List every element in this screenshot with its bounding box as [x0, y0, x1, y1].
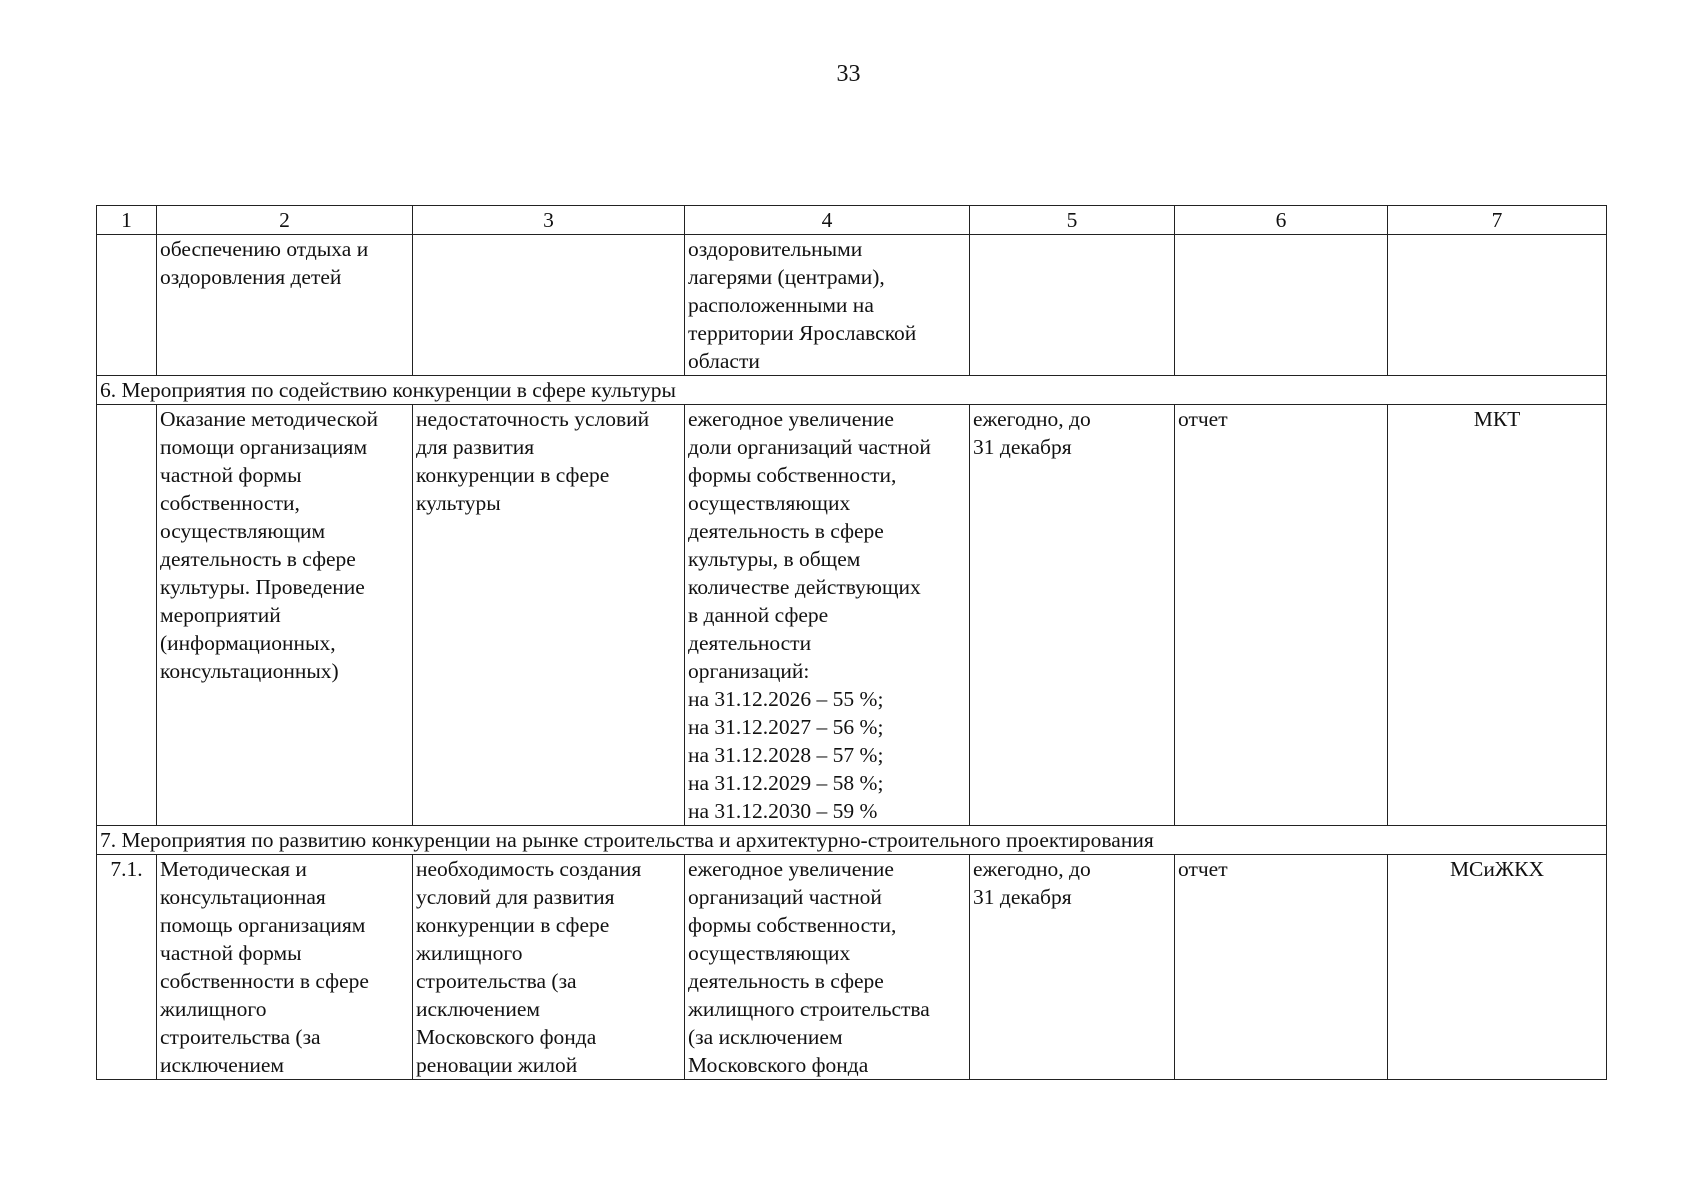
- cell-text-line: формы собственности,: [688, 913, 897, 937]
- cell-result: [1175, 235, 1388, 376]
- cell-text-line: территории Ярославской: [688, 321, 917, 345]
- cell-responsible: [1388, 235, 1607, 376]
- header-col-1: 1: [97, 206, 157, 235]
- cell-text-line: конкуренции в сфере: [416, 913, 610, 937]
- cell-text-line: мероприятий: [160, 603, 281, 627]
- measures-table: [96, 205, 1607, 1080]
- cell-text-line: реновации жилой: [416, 1053, 578, 1077]
- section-title-7: 7. Мероприятия по развитию конкуренции на рынке строительства и архитектурно-строительного проектирования: [97, 826, 1607, 855]
- cell-text-line: ежегодное увеличение: [688, 857, 894, 881]
- table-row-section6: [97, 405, 1607, 826]
- cell-text-line: культуры, в общем: [688, 547, 861, 571]
- cell-responsible: МКТ: [1388, 405, 1607, 826]
- section-heading-7: [97, 826, 1607, 855]
- cell-text-line: на 31.12.2030 – 59 %: [688, 799, 878, 823]
- cell-text-line: доли организаций частной: [688, 435, 931, 459]
- cell-responsible: МСиЖКХ: [1388, 855, 1607, 1080]
- cell-text-line: исключением: [416, 997, 540, 1021]
- cell-text-line: Московского фонда: [688, 1053, 869, 1077]
- cell-problem: [413, 235, 685, 376]
- cell-text-line: на 31.12.2028 – 57 %;: [688, 743, 884, 767]
- header-col-4: 4: [685, 206, 970, 235]
- header-col-5: 5: [970, 206, 1175, 235]
- cell-text-line: для развития: [416, 435, 535, 459]
- cell-text-line: необходимость создания: [416, 857, 642, 881]
- cell-text-line: жилищного строительства: [688, 997, 930, 1021]
- cell-text-line: Методическая и: [160, 857, 307, 881]
- cell-deadline: [970, 405, 1175, 826]
- cell-text-line: деятельность в сфере: [688, 969, 884, 993]
- section-title-6: 6. Мероприятия по содействию конкуренции в сфере культуры: [97, 376, 1607, 405]
- cell-text-line: консультационная: [160, 885, 326, 909]
- cell-text-line: деятельность в сфере: [688, 519, 884, 543]
- cell-text-line: области: [688, 349, 760, 373]
- cell-text-line: осуществляющих: [688, 491, 851, 515]
- cell-text-line: деятельности: [688, 631, 812, 655]
- table-row-section7: [97, 855, 1607, 1080]
- cell-text-line: в данной сфере: [688, 603, 829, 627]
- cell-text-line: 31 декабря: [973, 435, 1072, 459]
- cell-text-line: собственности в сфере: [160, 969, 369, 993]
- cell-text-line: собственности,: [160, 491, 300, 515]
- cell-text-line: отчет: [1178, 407, 1228, 431]
- cell-text-line: жилищного: [416, 941, 523, 965]
- cell-text-line: Московского фонда: [416, 1025, 597, 1049]
- cell-problem: [413, 405, 685, 826]
- cell-text-line: консультационных): [160, 659, 339, 683]
- cell-measure: [157, 855, 413, 1080]
- cell-text-line: помощь организациям: [160, 913, 366, 937]
- cell-text-line: осуществляющим: [160, 519, 326, 543]
- header-col-6: 6: [1175, 206, 1388, 235]
- cell-text-line: на 31.12.2026 – 55 %;: [688, 687, 884, 711]
- cell-text-line: Оказание методической: [160, 407, 379, 431]
- cell-text-line: расположенными на: [688, 293, 874, 317]
- section-heading-6: [97, 376, 1607, 405]
- cell-result: [1175, 855, 1388, 1080]
- cell-text-line: недостаточность условий: [416, 407, 650, 431]
- cell-text-line: организаций частной: [688, 885, 882, 909]
- cell-text-line: конкуренции в сфере: [416, 463, 610, 487]
- cell-text-line: на 31.12.2029 – 58 %;: [688, 771, 884, 795]
- cell-number: [97, 405, 157, 826]
- cell-text-line: культуры. Проведение: [160, 575, 365, 599]
- cell-text-line: формы собственности,: [688, 463, 897, 487]
- cell-text-line: строительства (за: [416, 969, 577, 993]
- header-col-2: 2: [157, 206, 413, 235]
- cell-text-line: (информационных,: [160, 631, 336, 655]
- cell-text-line: оздоровительными: [688, 237, 863, 261]
- cell-text-line: деятельность в сфере: [160, 547, 356, 571]
- cell-text-line: на 31.12.2027 – 56 %;: [688, 715, 884, 739]
- cell-text-line: жилищного: [160, 997, 267, 1021]
- cell-text-line: количестве действующих: [688, 575, 921, 599]
- cell-text-line: отчет: [1178, 857, 1228, 881]
- cell-deadline: [970, 855, 1175, 1080]
- cell-text-line: (за исключением: [688, 1025, 843, 1049]
- cell-text-line: организаций:: [688, 659, 810, 683]
- cell-text-line: оздоровления детей: [160, 265, 342, 289]
- cell-indicator: [685, 235, 970, 376]
- cell-measure: [157, 405, 413, 826]
- cell-text-line: осуществляющих: [688, 941, 851, 965]
- header-row: [97, 206, 1607, 235]
- cell-text-line: ежегодно, до: [973, 857, 1091, 881]
- cell-text-line: условий для развития: [416, 885, 615, 909]
- cell-text-line: 31 декабря: [973, 885, 1072, 909]
- cell-text-line: обеспечению отдыха и: [160, 237, 369, 261]
- cell-number: [97, 235, 157, 376]
- cell-text-line: строительства (за: [160, 1025, 321, 1049]
- cell-text-line: исключением: [160, 1053, 284, 1077]
- cell-text-line: ежегодно, до: [973, 407, 1091, 431]
- cell-text-line: частной формы: [160, 463, 302, 487]
- cell-problem: [413, 855, 685, 1080]
- header-col-3: 3: [413, 206, 685, 235]
- header-col-7: 7: [1388, 206, 1607, 235]
- cell-text-line: ежегодное увеличение: [688, 407, 894, 431]
- cell-indicator: [685, 405, 970, 826]
- cell-text-line: культуры: [416, 491, 501, 515]
- cell-text-line: лагерями (центрами),: [688, 265, 885, 289]
- table-row-continued: [97, 235, 1607, 376]
- cell-text-line: помощи организациям: [160, 435, 368, 459]
- cell-text-line: частной формы: [160, 941, 302, 965]
- cell-result: [1175, 405, 1388, 826]
- page-number: 33: [836, 61, 861, 87]
- cell-measure: [157, 235, 413, 376]
- cell-indicator: [685, 855, 970, 1080]
- cell-number: 7.1.: [97, 855, 157, 1080]
- cell-deadline: [970, 235, 1175, 376]
